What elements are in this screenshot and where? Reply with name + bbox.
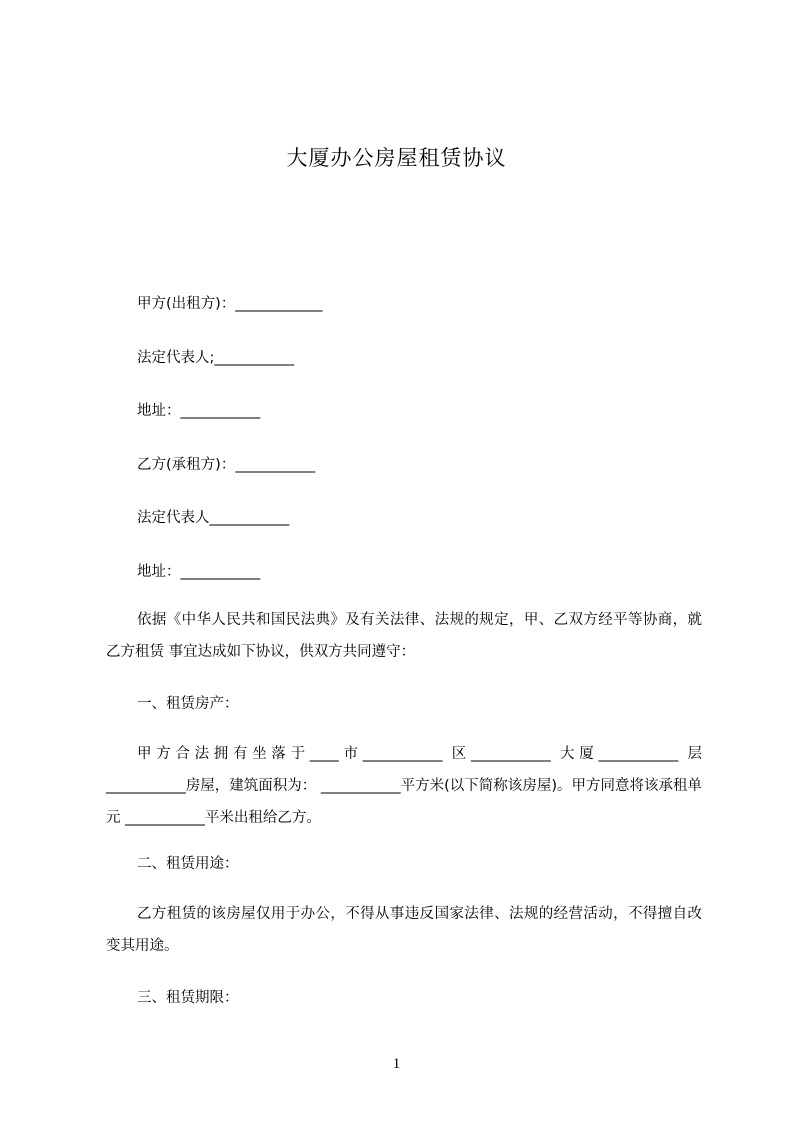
party-a-line: 甲方(出租方)：____________ xyxy=(137,296,323,312)
page-number: 1 xyxy=(392,1056,401,1072)
intro-paragraph: 依据《中华人民共和国民法典》及有关法律、法规的规定，甲、乙双方经平等协商，就乙方租赁 事宜达成如下协议，供双方共同遵守： xyxy=(106,612,702,660)
document-title: 大厦办公房屋租赁协议 xyxy=(286,146,507,170)
section-1-heading: 一、租赁房产： xyxy=(137,696,239,712)
section-1-paragraph: 甲方合法拥有坐落于____市___________ 区___________ 大厦___________ 层 ___________房屋，建筑面积为： ___________平方米(以下简称该房屋)。甲方同意将该承租单元 ___________平米出租给乙方。 xyxy=(106,746,702,826)
party-a-address-line: 地址：___________ xyxy=(137,403,261,419)
section-3-heading: 三、租赁期限： xyxy=(137,990,239,1006)
party-b-representative-line: 法定代表人___________ xyxy=(137,510,290,526)
section-2-heading: 二、租赁用途： xyxy=(137,856,239,872)
section-2-paragraph: 乙方租赁的该房屋仅用于办公，不得从事违反国家法律、法规的经营活动，不得擅自改变其用途。 xyxy=(106,906,702,954)
party-b-address-line: 地址：___________ xyxy=(137,564,261,580)
party-a-representative-line: 法定代表人;___________ xyxy=(137,350,295,366)
party-b-line: 乙方(承租方)：___________ xyxy=(137,457,316,473)
